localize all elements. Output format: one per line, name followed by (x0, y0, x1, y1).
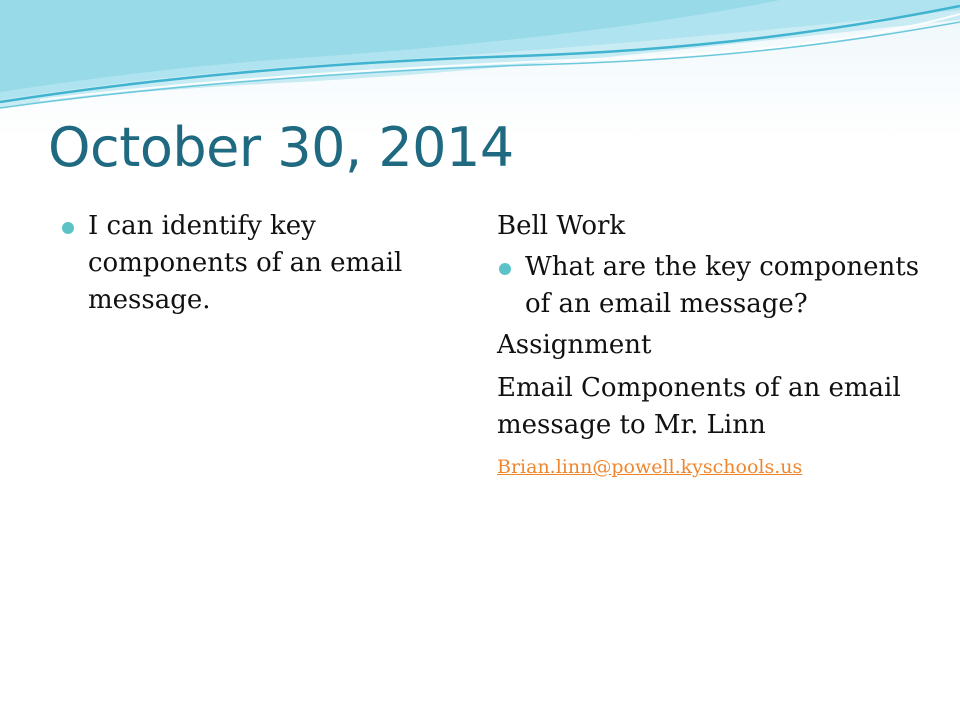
left-column (60, 208, 460, 319)
bullet-dot-icon (62, 222, 74, 234)
slide-title: October 30, 2014 (48, 116, 514, 179)
assignment-text: Email Components of an email message to Mr. Linn (497, 373, 901, 440)
bullet-dot-icon (499, 263, 511, 275)
learning-target-item (60, 208, 460, 319)
learning-target-text: I can identify key components of an email message. (88, 211, 403, 315)
right-column (497, 208, 927, 480)
assignment-heading: Assignment (497, 330, 652, 360)
header-wave-decoration (0, 0, 960, 130)
bell-work-question: What are the key components of an email message? (525, 252, 920, 319)
bell-work-item (497, 249, 927, 323)
bell-work-heading: Bell Work (497, 211, 626, 241)
email-link[interactable]: Brian.linn@powell.kyschools.us (497, 456, 803, 478)
